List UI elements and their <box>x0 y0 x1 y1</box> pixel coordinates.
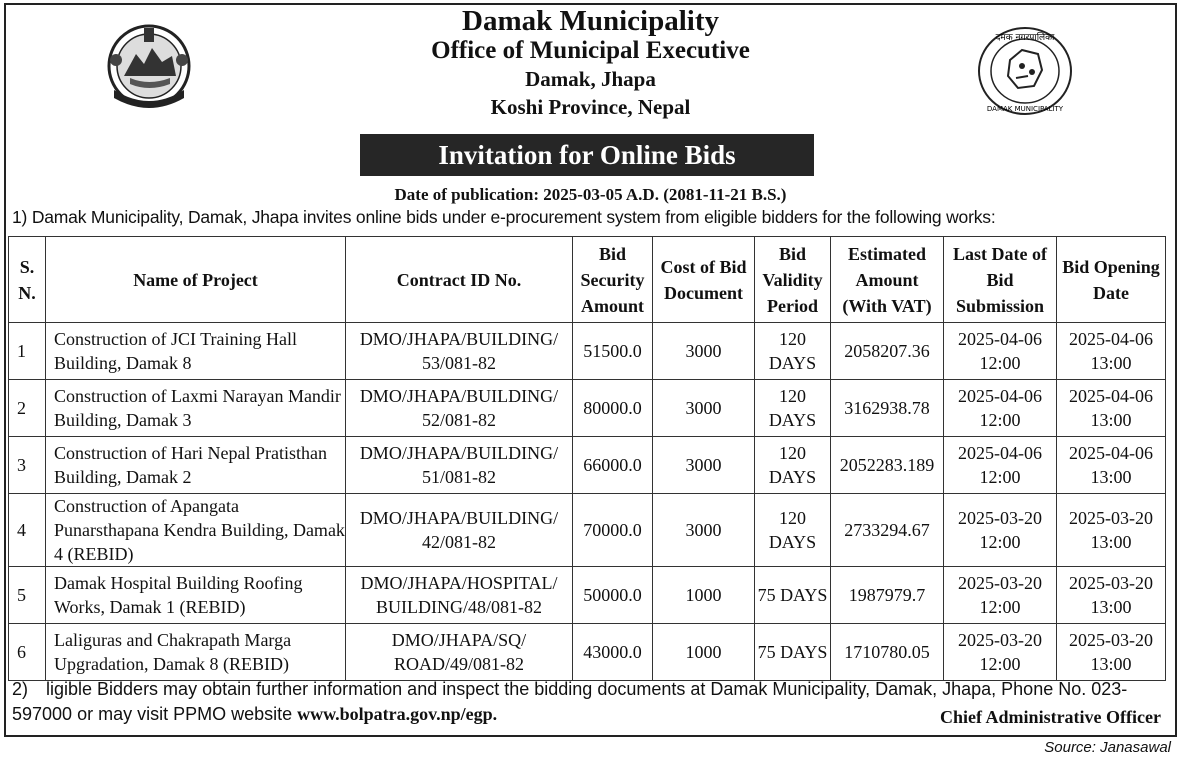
cell-security: 70000.0 <box>573 494 653 567</box>
cell-name: Construction of JCI Training Hall Building, Damak 8 <box>46 323 346 380</box>
cell-opening: 2025-04-06 13:00 <box>1057 323 1166 380</box>
cell-name: Laliguras and Chakrapath Marga Upgradation, Damak 8 (REBID) <box>46 624 346 681</box>
cell-validity: 120 DAYS <box>755 380 831 437</box>
cell-name: Construction of Hari Nepal Pratisthan Building, Damak 2 <box>46 437 346 494</box>
header <box>0 6 1181 121</box>
cell-sn: 2 <box>9 380 46 437</box>
cell-estimated: 1987979.7 <box>831 567 944 624</box>
paragraph-number: 2) <box>12 679 29 699</box>
cell-contract: DMO/JHAPA/BUILDING/ 52/081-82 <box>346 380 573 437</box>
col-security: Bid Security Amount <box>573 237 653 323</box>
cell-opening: 2025-03-20 13:00 <box>1057 624 1166 681</box>
cell-opening: 2025-03-20 13:00 <box>1057 494 1166 567</box>
col-contract: Contract ID No. <box>346 237 573 323</box>
cell-sn: 1 <box>9 323 46 380</box>
signer-title: Chief Administrative Officer <box>940 707 1161 727</box>
bids-table <box>8 236 1166 681</box>
notice-banner: Invitation for Online Bids <box>360 134 814 176</box>
cell-last-date: 2025-04-06 12:00 <box>944 380 1057 437</box>
cell-security: 66000.0 <box>573 437 653 494</box>
paragraph-text: ligible Bidders may obtain further information and inspect the bidding documents at Damak Municipality, Damak, Jhapa, Phone No. 023-597000 or may visit PPMO website <box>12 679 1128 724</box>
table-row <box>9 624 1166 681</box>
province-line: Koshi Province, Nepal <box>490 95 691 119</box>
source-credit: Source: Janasawal <box>1044 739 1171 756</box>
cell-sn: 3 <box>9 437 46 494</box>
cell-opening: 2025-04-06 13:00 <box>1057 380 1166 437</box>
col-validity: Bid Validity Period <box>755 237 831 323</box>
cell-opening: 2025-03-20 13:00 <box>1057 567 1166 624</box>
col-cost: Cost of Bid Document <box>653 237 755 323</box>
cell-sn: 6 <box>9 624 46 681</box>
cell-contract: DMO/JHAPA/HOSPITAL/ BUILDING/48/081-82 <box>346 567 573 624</box>
cell-last-date: 2025-04-06 12:00 <box>944 323 1057 380</box>
office-title: Office of Municipal Executive <box>431 37 750 64</box>
cell-opening: 2025-04-06 13:00 <box>1057 437 1166 494</box>
cell-last-date: 2025-03-20 12:00 <box>944 567 1057 624</box>
cell-estimated: 2733294.67 <box>831 494 944 567</box>
cell-validity: 75 DAYS <box>755 567 831 624</box>
cell-cost: 1000 <box>653 624 755 681</box>
publication-date: Date of publication: 2025-03-05 A.D. (2081-11-21 B.S.) <box>394 185 787 204</box>
location-line: Damak, Jhapa <box>525 67 656 91</box>
table-row <box>9 323 1166 380</box>
cell-last-date: 2025-03-20 12:00 <box>944 624 1057 681</box>
ppmo-website-link[interactable]: www.bolpatra.gov.np/egp. <box>297 704 498 724</box>
cell-security: 50000.0 <box>573 567 653 624</box>
cell-estimated: 1710780.05 <box>831 624 944 681</box>
cell-cost: 3000 <box>653 380 755 437</box>
table-row <box>9 494 1166 567</box>
cell-security: 80000.0 <box>573 380 653 437</box>
table-row <box>9 380 1166 437</box>
table-header-row <box>9 237 1166 323</box>
seal-top-text: दमक नगरपालिका <box>995 33 1055 43</box>
cell-cost: 1000 <box>653 567 755 624</box>
cell-name: Construction of Apangata Punarsthapana Kendra Building, Damak 4 (REBID) <box>46 494 346 567</box>
cell-cost: 3000 <box>653 437 755 494</box>
cell-last-date: 2025-03-20 12:00 <box>944 494 1057 567</box>
col-opening: Bid Opening Date <box>1057 237 1166 323</box>
cell-cost: 3000 <box>653 494 755 567</box>
cell-security: 43000.0 <box>573 624 653 681</box>
cell-sn: 4 <box>9 494 46 567</box>
municipality-title: Damak Municipality <box>462 5 719 37</box>
cell-security: 51500.0 <box>573 323 653 380</box>
table-row <box>9 567 1166 624</box>
cell-last-date: 2025-04-06 12:00 <box>944 437 1057 494</box>
col-last-date: Last Date of Bid Submission <box>944 237 1057 323</box>
cell-contract: DMO/JHAPA/SQ/ ROAD/49/081-82 <box>346 624 573 681</box>
cell-estimated: 2058207.36 <box>831 323 944 380</box>
cell-estimated: 2052283.189 <box>831 437 944 494</box>
cell-name: Construction of Laxmi Narayan Mandir Building, Damak 3 <box>46 380 346 437</box>
cell-contract: DMO/JHAPA/BUILDING/ 53/081-82 <box>346 323 573 380</box>
cell-cost: 3000 <box>653 323 755 380</box>
col-name: Name of Project <box>46 237 346 323</box>
col-estimated: Estimated Amount (With VAT) <box>831 237 944 323</box>
intro-paragraph: 1) Damak Municipality, Damak, Jhapa invites online bids under e-procurement system from eligible bidders for the following works: <box>12 207 996 227</box>
cell-validity: 120 DAYS <box>755 494 831 567</box>
table-row <box>9 437 1166 494</box>
cell-validity: 75 DAYS <box>755 624 831 681</box>
cell-estimated: 3162938.78 <box>831 380 944 437</box>
cell-validity: 120 DAYS <box>755 437 831 494</box>
cell-sn: 5 <box>9 567 46 624</box>
cell-name: Damak Hospital Building Roofing Works, Damak 1 (REBID) <box>46 567 346 624</box>
col-sn: S. N. <box>9 237 46 323</box>
seal-bottom-text: DAMAK MUNICIPALITY <box>986 105 1064 113</box>
cell-contract: DMO/JHAPA/BUILDING/ 42/081-82 <box>346 494 573 567</box>
cell-contract: DMO/JHAPA/BUILDING/ 51/081-82 <box>346 437 573 494</box>
cell-validity: 120 DAYS <box>755 323 831 380</box>
